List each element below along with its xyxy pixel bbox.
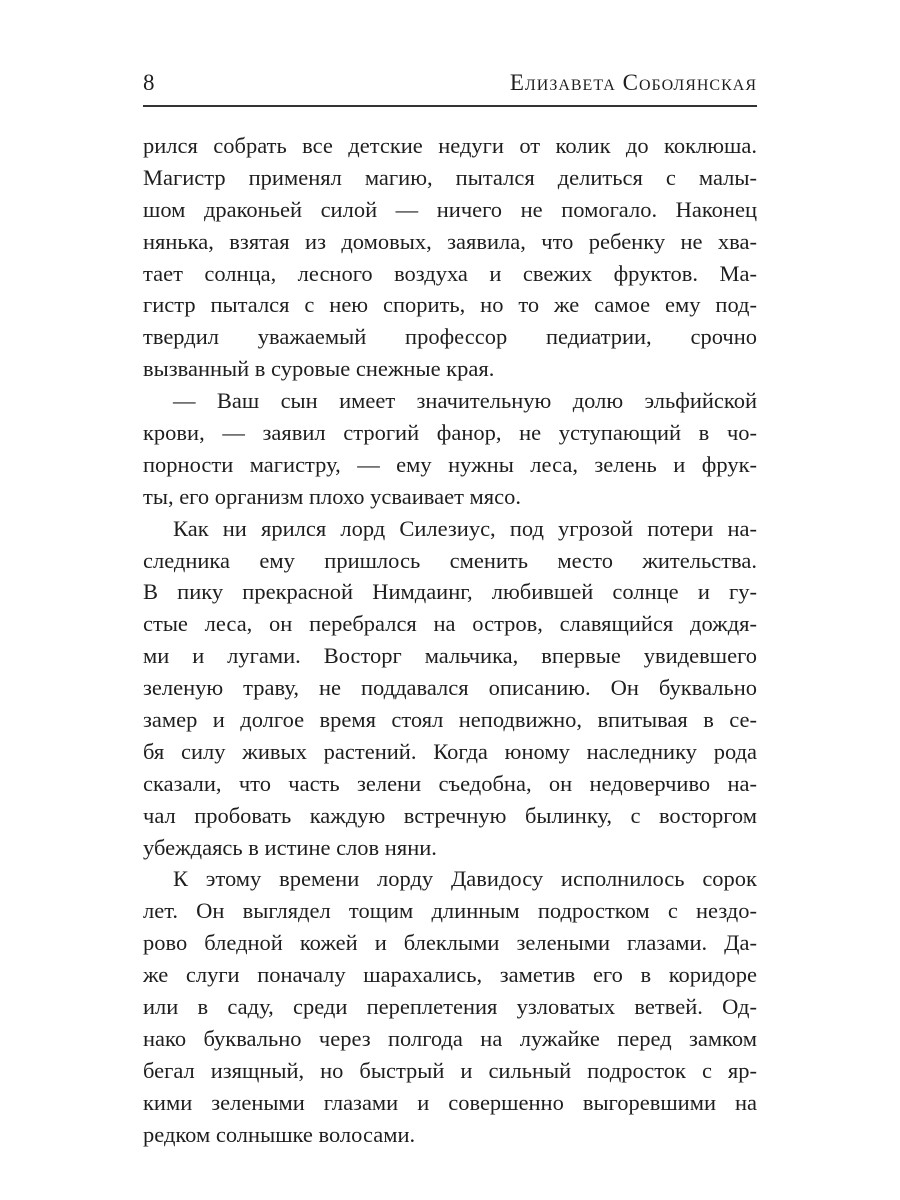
text-line: ми и лугами. Восторг мальчика, впервые увидевшего bbox=[143, 643, 757, 669]
paragraph bbox=[143, 513, 757, 864]
text-line: зеленую траву, не поддавался описанию. Он буквально bbox=[143, 675, 757, 701]
text-line: крови, — заявил строгий фанор, не уступающий в чо- bbox=[143, 420, 757, 446]
text-line: твердил уважаемый профессор педиатрии, срочно bbox=[143, 324, 757, 350]
text-line: рился собрать все детские недуги от колик до коклюша. bbox=[143, 133, 757, 158]
text-line: гистр пытался с нею спорить, но то же самое ему под- bbox=[143, 292, 757, 318]
text-line: К этому времени лорду Давидосу исполнилось сорок bbox=[173, 866, 757, 892]
text-line: порности магистру, — ему нужны леса, зелень и фрук- bbox=[143, 451, 757, 477]
text-line: Как ни ярился лорд Силезиус, под угрозой потери на- bbox=[173, 515, 757, 541]
text-line: Магистр применял магию, пытался делиться с малы- bbox=[143, 164, 757, 190]
text-line: В пику прекрасной Нимдаинг, любившей солнце и гу- bbox=[143, 579, 757, 605]
text-line: вызванный в суровые снежные края. bbox=[143, 356, 495, 382]
text-line: стые леса, он перебрался на остров, славящийся дождя- bbox=[143, 611, 757, 637]
text-line: чал пробовать каждую встречную былинку, с восторгом bbox=[143, 802, 757, 828]
text-line: нянька, взятая из домовых, заявила, что ребенку не хва- bbox=[143, 228, 757, 254]
text-line: шом драконьей силой — ничего не помогало. Наконец bbox=[143, 196, 757, 222]
body-text bbox=[143, 130, 757, 1151]
text-line: следника ему пришлось сменить место жительства. bbox=[143, 547, 757, 573]
page-number: 8 bbox=[143, 70, 155, 95]
text-line: замер и долгое время стоял неподвижно, впитывая в се- bbox=[143, 707, 757, 733]
text-line: сказали, что часть зелени съедобна, он недоверчиво на- bbox=[143, 770, 757, 796]
text-line: убеждаясь в истине слов няни. bbox=[143, 834, 437, 860]
text-line: нако буквально через полгода на лужайке перед замком bbox=[143, 1025, 757, 1051]
text-line: бегал изящный, но быстрый и сильный подросток с яр- bbox=[143, 1057, 757, 1083]
author-name: Елизавета Соболянская bbox=[509, 70, 757, 95]
text-line: — Ваш сын имеет значительную долю эльфийской bbox=[173, 388, 757, 414]
text-line: тает солнца, лесного воздуха и свежих фруктов. Ма- bbox=[143, 260, 757, 286]
text-line: кими зелеными глазами и совершенно выгоревшими на bbox=[143, 1089, 757, 1115]
text-line: же слуги поначалу шарахались, заметив его в коридоре bbox=[143, 962, 757, 988]
text-line: бя силу живых растений. Когда юному наследнику рода bbox=[143, 738, 757, 764]
text-line: лет. Он выглядел тощим длинным подростком с нездо- bbox=[143, 898, 757, 924]
text-line: или в саду, среди переплетения узловатых ветвей. Од- bbox=[143, 994, 757, 1020]
paragraph bbox=[143, 385, 757, 513]
running-header bbox=[143, 62, 757, 102]
header-rule bbox=[143, 105, 757, 107]
text-line: рово бледной кожей и блеклыми зелеными глазами. Да- bbox=[143, 930, 757, 956]
text-line: редком солнышке волосами. bbox=[143, 1121, 416, 1147]
text-line: ты, его организм плохо усваивает мясо. bbox=[143, 483, 521, 509]
paragraph bbox=[143, 130, 757, 385]
paragraph bbox=[143, 863, 757, 1150]
